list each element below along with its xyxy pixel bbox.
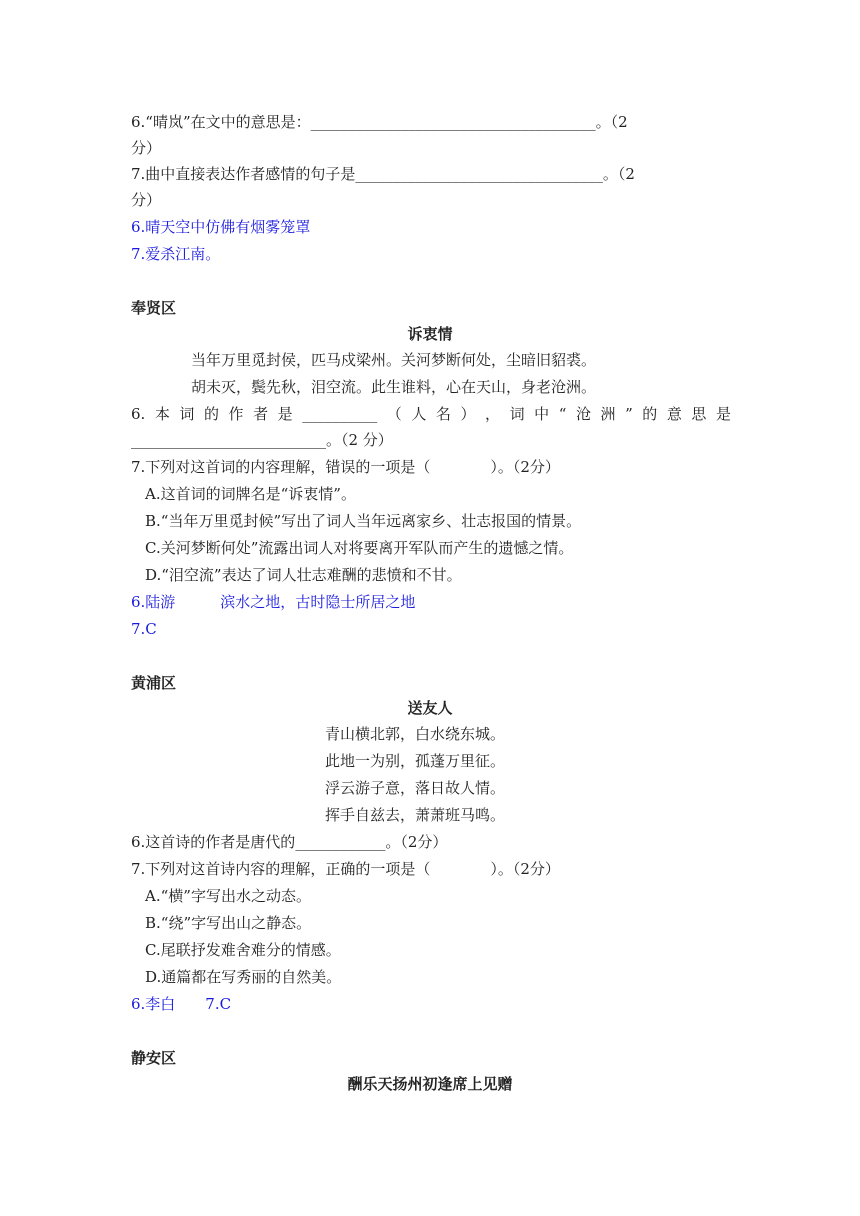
question-text-fragment: 者 — [253, 405, 269, 423]
question-text-fragment: 的 — [203, 405, 219, 423]
question-text-fragment: 的 — [642, 405, 658, 423]
question-text-fragment: 作 — [228, 405, 244, 423]
question-text-fragment: ） — [460, 405, 476, 423]
question-text-fragment: 是 — [277, 405, 293, 423]
question-text-fragment: 意 — [666, 405, 682, 423]
question-text-fragment: ， — [485, 405, 501, 423]
question-text-fragment: 词 — [509, 405, 525, 423]
question-text-fragment: 中 — [534, 405, 550, 423]
question-text-fragment: （ — [386, 405, 402, 423]
question-text-fragment: __________ — [302, 405, 378, 423]
question-text-fragment: 洲 — [600, 405, 616, 423]
district-heading: 奉贤区 — [131, 299, 177, 317]
option-c: C.尾联抒发难舍难分的情感。 — [145, 941, 341, 959]
poem-title: 送友人 — [407, 699, 453, 717]
answer-7: 7.爱杀江南。 — [131, 245, 221, 263]
answer-6: 6.晴天空中仿佛有烟雾笼罩 — [131, 218, 311, 236]
answers: 6.李白 7.C — [131, 995, 232, 1013]
question-text-fragment: 人 — [411, 405, 427, 423]
option-a: A.这首词的词牌名是“诉衷情”。 — [145, 485, 356, 503]
question-text-fragment: “ — [558, 405, 567, 423]
option-c: C.关河梦断何处”流露出词人对将要离开军队而产生的遗憾之情。 — [145, 539, 574, 557]
question-text-fragment: ” — [625, 405, 633, 423]
poem-line: 挥手自兹去，萧萧班马鸣。 — [325, 806, 506, 824]
option-d: D.通篇都在写秀丽的自然美。 — [145, 968, 342, 986]
question-text-fragment: 思 — [691, 405, 707, 423]
question-text-fragment: 词 — [179, 405, 195, 423]
question-text-fragment: 本 — [154, 405, 170, 423]
question-7: 7.下列对这首诗内容的理解，正确的一项是（ ）。（2分） — [131, 860, 560, 878]
poem-line: 青山横北郭，白水绕东城。 — [325, 725, 506, 743]
option-b: B.“绕”字写出山之静态。 — [145, 914, 312, 932]
question-text-fragment: 沧 — [575, 405, 591, 423]
question-7: 7.曲中直接表达作者感情的句子是_________________________________。（2 — [131, 165, 635, 183]
poem-line: 此地一为别，孤蓬万里征。 — [325, 752, 506, 770]
poem-line: 浮云游子意，落日故人情。 — [325, 779, 506, 797]
answer-6: 6.陆游 滨水之地，古时隐士所居之地 — [131, 593, 416, 611]
question-7-cont: 分） — [131, 191, 162, 209]
poem-title: 诉衷情 — [407, 325, 453, 343]
option-a: A.“横”字写出水之动态。 — [145, 887, 311, 905]
question-text-fragment: 是 — [715, 405, 731, 423]
poem-title: 酬乐天扬州初逢席上见赠 — [347, 1075, 513, 1093]
question-text-fragment: 6. — [131, 405, 146, 423]
poem-line: 当年万里觅封侯，匹马戍梁州。关河梦断何处，尘暗旧貂裘。 — [191, 351, 597, 369]
poem-line: 胡未灭，鬓先秋，泪空流。此生谁料，心在天山，身老沧洲。 — [191, 378, 597, 396]
question-6-cont: __________________________。（2 分） — [131, 431, 393, 449]
question-6: 6.这首诗的作者是唐代的____________。（2分） — [131, 833, 448, 851]
question-6 — [131, 404, 731, 424]
question-6-cont: 分） — [131, 139, 162, 157]
district-heading: 静安区 — [131, 1049, 177, 1067]
question-7: 7.下列对这首词的内容理解，错误的一项是（ ）。（2分） — [131, 458, 560, 476]
district-heading: 黄浦区 — [131, 674, 177, 692]
option-b: B.“当年万里觅封候”写出了词人当年远离家乡、壮志报国的情景。 — [145, 512, 582, 530]
question-text-fragment: 名 — [435, 405, 451, 423]
answer-7: 7.C — [131, 620, 157, 638]
question-6: 6.“晴岚”在文中的意思是：______________________________________。（2 — [131, 113, 628, 131]
option-d: D.“泪空流”表达了词人壮志难酬的悲愤和不甘。 — [145, 566, 462, 584]
